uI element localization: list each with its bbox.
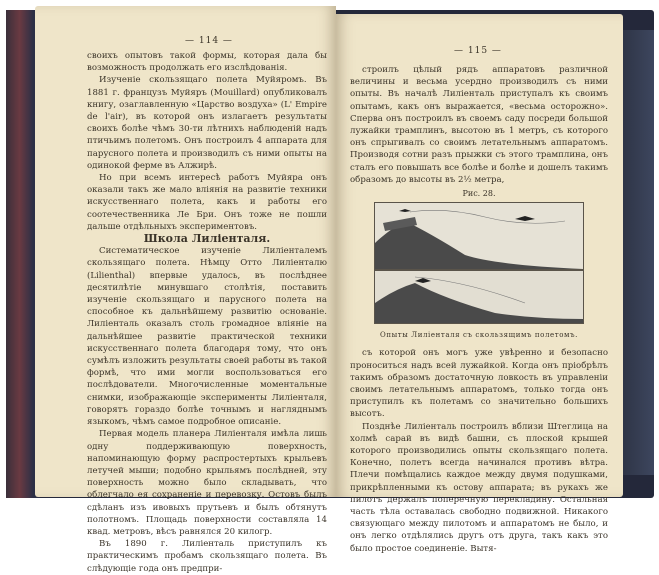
left-page xyxy=(35,6,336,574)
paragraph-mouillard-2: Но при всемъ интересѣ работъ Муйяра онъ оказали такъ же мало вліянія на развитіе техники искусственнаго полета, какъ и работы его соотечественника Ле Бри. Онъ тоже не пошли дальше отдѣльныхъ экспериментовъ. xyxy=(87,173,327,232)
figure-lilienthal-photos xyxy=(374,202,584,324)
right-page xyxy=(336,14,623,554)
page-number-left: — 114 — xyxy=(185,36,233,46)
paragraph-mouillard-1: Изученіе скользящаго полета Муйяромъ. Въ 1881 г. французъ Муйяръ (Mouillard) опубликовалъ книгу, озаглавленную «Царство воздуха» (L' Empire de l'air), въ которой онъ излагаетъ результаты своихъ болѣе чѣмъ 30-ти лѣтнихъ наблюденій надъ птичьимъ полетомъ. Онъ построилъ 4 аппарата для парусного полета и производилъ съ ними опыты на одинокой ферме въ Алжирѣ. xyxy=(87,75,327,171)
paragraph-lilienthal-1: Систематическое изученіе Лиліенталемъ скользящаго полета. Нѣмцу Отто Лиліенталю (Lilienthal) впервые удалось, въ послѣднее десятилѣтіе минувшаго столѣтія, поставить изученіе скользящаго и парусного полета на способное къ дальнѣйшему развитію основаніе. Лиліенталь оказалъ столь громадное вліяніе на дальнѣйшее развитіе практической техники искусственнаго полета благодаря тому, что онъ сумѣлъ изложить результаты своей работы въ такой формѣ, что ими могли воспользоваться его послѣдователи. Многочисленные моментальные снимки, изображающіе эксперименты Лиліенталя, говорятъ гораздо болѣе точнымъ и нагляднымъ языкомъ, чѣмъ самое подробное описаніе. xyxy=(87,246,327,428)
figure-caption: Опыты Лиліенталя съ скользящимъ полетомъ. xyxy=(380,331,578,340)
paragraph-right-3: Позднѣе Лиліенталь построилъ вблизи Штеглица на холмѣ сарай въ видѣ башни, съ плоской крышей которого производились опыты скользящаго полета. Конечно, полетъ всегда начинался противъ вѣтра. Плечи помѣщались каждое между двумя подушками, прикрѣпленными къ остову аппарата; въ рукахъ же пилотъ держалъ поперечную перекладину. Остальная часть тѣла оставалась свободно подвижной. Никакого связующаго между пилотомъ и аппаратомъ не было, и онъ легко отдѣлялись другъ отъ друга, такъ какъ это было простое соединеніе. Вытя- xyxy=(350,421,608,554)
paragraph-right-2: съ которой онъ могъ уже увѣренно и безопасно проноситься надъ всей лужайкой. Когда онъ пріобрѣлъ такимъ образомъ достаточную ловкость въ управленіи своимъ летательнымъ аппаратомъ, только тогда онъ приступилъ къ полетамъ со значительно большихъ высотъ. xyxy=(350,348,608,420)
left-page-text xyxy=(87,50,327,575)
book-cover-right-edge xyxy=(620,30,654,475)
figure-illustration xyxy=(375,203,583,323)
paragraph-lilienthal-3: Въ 1890 г. Лиліенталь приступилъ къ практическимъ пробамъ скользящаго полета. Въ слѣдующіе года онъ предпри- xyxy=(87,539,327,574)
page-number-right: — 115 — xyxy=(454,46,502,56)
figure-label: Рис. 28. xyxy=(462,189,496,199)
section-heading: Школа Лиліенталя. xyxy=(143,232,271,246)
paragraph-right-1: стрoилъ цѣлый рядъ аппаратовъ различной величины и весьма усердно производилъ съ ними опыты. Въ началѣ Лиліенталь приступалъ къ своимъ опытамъ, какъ онъ выражается, «весьма осторожно». Сперва онъ построилъ въ своемъ саду посреди большой лужайки трамплинъ, высотою въ 1 метръ, съ которого онъ спрыгивалъ со своимъ летательнымъ аппаратомъ. Производя сотни разъ прыжки съ этого трамплина, онъ сталъ его повышать все болѣе и болѣе и дошелъ такимъ образомъ до высоты въ 2½ метра, xyxy=(350,65,608,185)
paragraph-intro: своихъ опытовъ такой формы, которая дала бы возможность продолжать его изслѣдованія. xyxy=(87,51,327,74)
right-page-text xyxy=(350,64,608,555)
paragraph-lilienthal-2: Первая модель планера Лиліенталя имѣла лишь одну поддерживающую поверхность, напоминающую форму распростертыхъ крыльевъ летучей мыши; подобно крыльямъ послѣдней, эту поверхность можно было складывать, что облегчало ея сохраненіе и перевозку. Остовъ былъ сдѣланъ изъ ивовыхъ прутьевъ и былъ обтянутъ полотномъ. Площадь поверхности составляла 14 квад. метровъ, вѣсъ равнялся 20 килогр. xyxy=(87,429,327,537)
figure-divider xyxy=(375,269,583,271)
